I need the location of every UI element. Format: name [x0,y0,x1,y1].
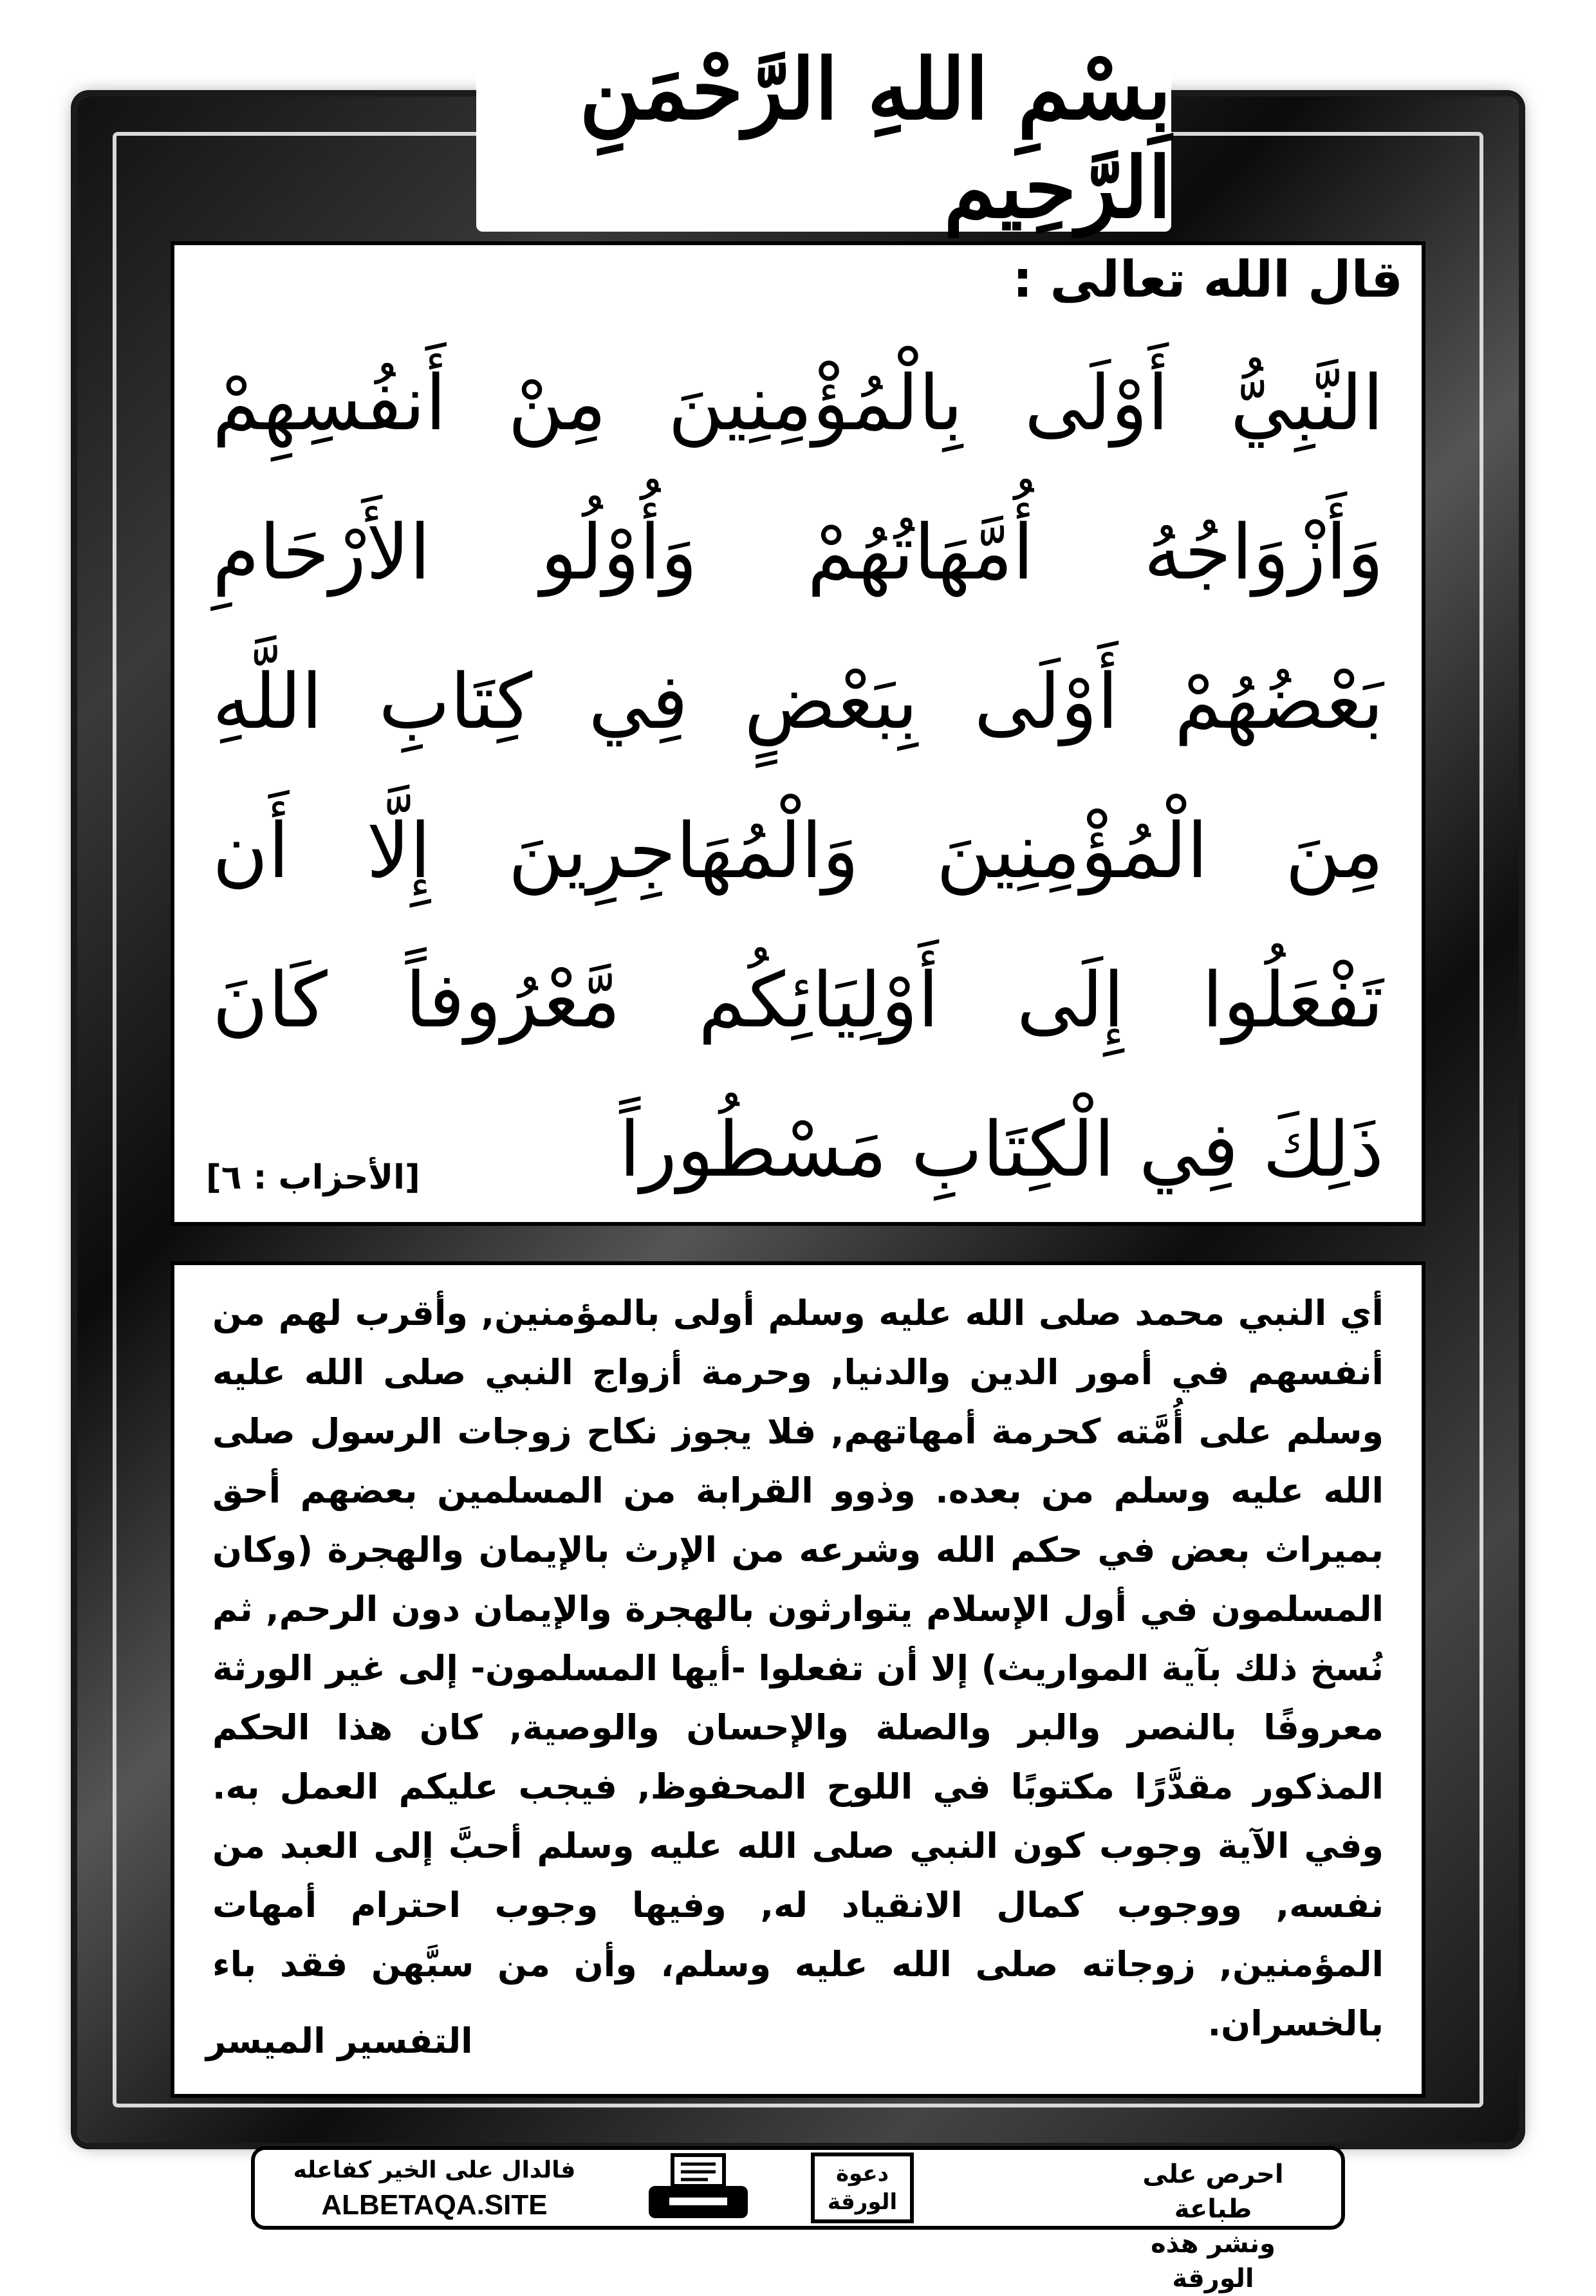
print-notice [1107,2157,1319,2296]
verse-line: تَفْعَلُوا إِلَى أَوْلِيَائِكُم مَّعْرُوفاً كَانَ [212,956,1384,1044]
verse-line: مِنَ الْمُؤْمِنِينَ وَالْمُهَاجِرِينَ إِلَّا أَن [212,806,1384,895]
verse-line: وَأَزْوَاجُهُ أُمَّهَاتُهُمْ وَأُوْلُو الأَرْحَامِ [212,508,1384,597]
logo-line1: دعوة [835,2161,889,2187]
printer-icon [644,2152,753,2223]
verse-line: ذَلِكَ فِي الْكِتَابِ مَسْطُوراً [619,1105,1384,1194]
tafsir-source: التفسير الميسر [206,2021,473,2061]
verse-reference: [الأحزاب : ٦] [206,1158,420,1197]
site-link[interactable]: ALBETAQA.SITE [321,2189,548,2221]
verse-line: النَّبِيُّ أَوْلَى بِالْمُؤْمِنِينَ مِنْ أَنفُسِهِمْ [212,358,1384,447]
verse-line: بَعْضُهُمْ أَوْلَى بِبَعْضٍ فِي كِتَابِ اللَّهِ [212,657,1384,746]
quran-verse [212,328,1384,1224]
print-notice-line1: احرص على طباعة [1142,2160,1284,2224]
basmala-heading: بِسْمِ اللهِ الرَّحْمَنِ الرَّحِيمِ [579,40,1171,237]
tafsir-text: أي النبي محمد صلى الله عليه وسلم أولى بالمؤمنين, وأقرب لهم من أنفسهم في أمور الدين والدنيا, وحرمة أزواج النبي صلى الله عليه وسلم على أُمَّته كحرمة أمهاتهم, فلا يجوز نكاح زوجات الرسول صلى الله عليه وسلم من بعده. وذوو القرابة من المسلمين بعضهم أحق بميراث بعض في حكم الله وشرعه من الإرث بالإيمان والهجرة (وكان المسلمون في أول الإسلام يتوارثون بالهجرة والإيمان دون الرحم, ثم نُسخ ذلك بآية المواريث) إلا أن تفعلوا -أيها المسلمون- إلى غير الورثة معروفًا بالنصر والبر والصلة والإحسان والوصية, كان هذا الحكم المذكور مقدَّرًا مكتوبًا في اللوح المحفوظ, فيجب عليكم العمل به. وفي الآية وجوب كون النبي صلى الله عليه وسلم أحبَّ إلى العبد من نفسه, ووجوب كمال الانقياد له, وفيها وجوب احترام أمهات المؤمنين, زوجاته صلى الله عليه وسلم، وأن من سبَّهن فقد باء بالخسران. [212,1293,1384,2044]
print-notice-line2: ونشر هذه الورقة [1151,2229,1276,2293]
dawah-logo [811,2152,914,2223]
footer-motto: فالدال على الخير كفاعله [293,2157,576,2183]
logo-line2: الورقة [827,2189,898,2215]
verse-intro: قال الله تعالى : [1012,251,1403,309]
